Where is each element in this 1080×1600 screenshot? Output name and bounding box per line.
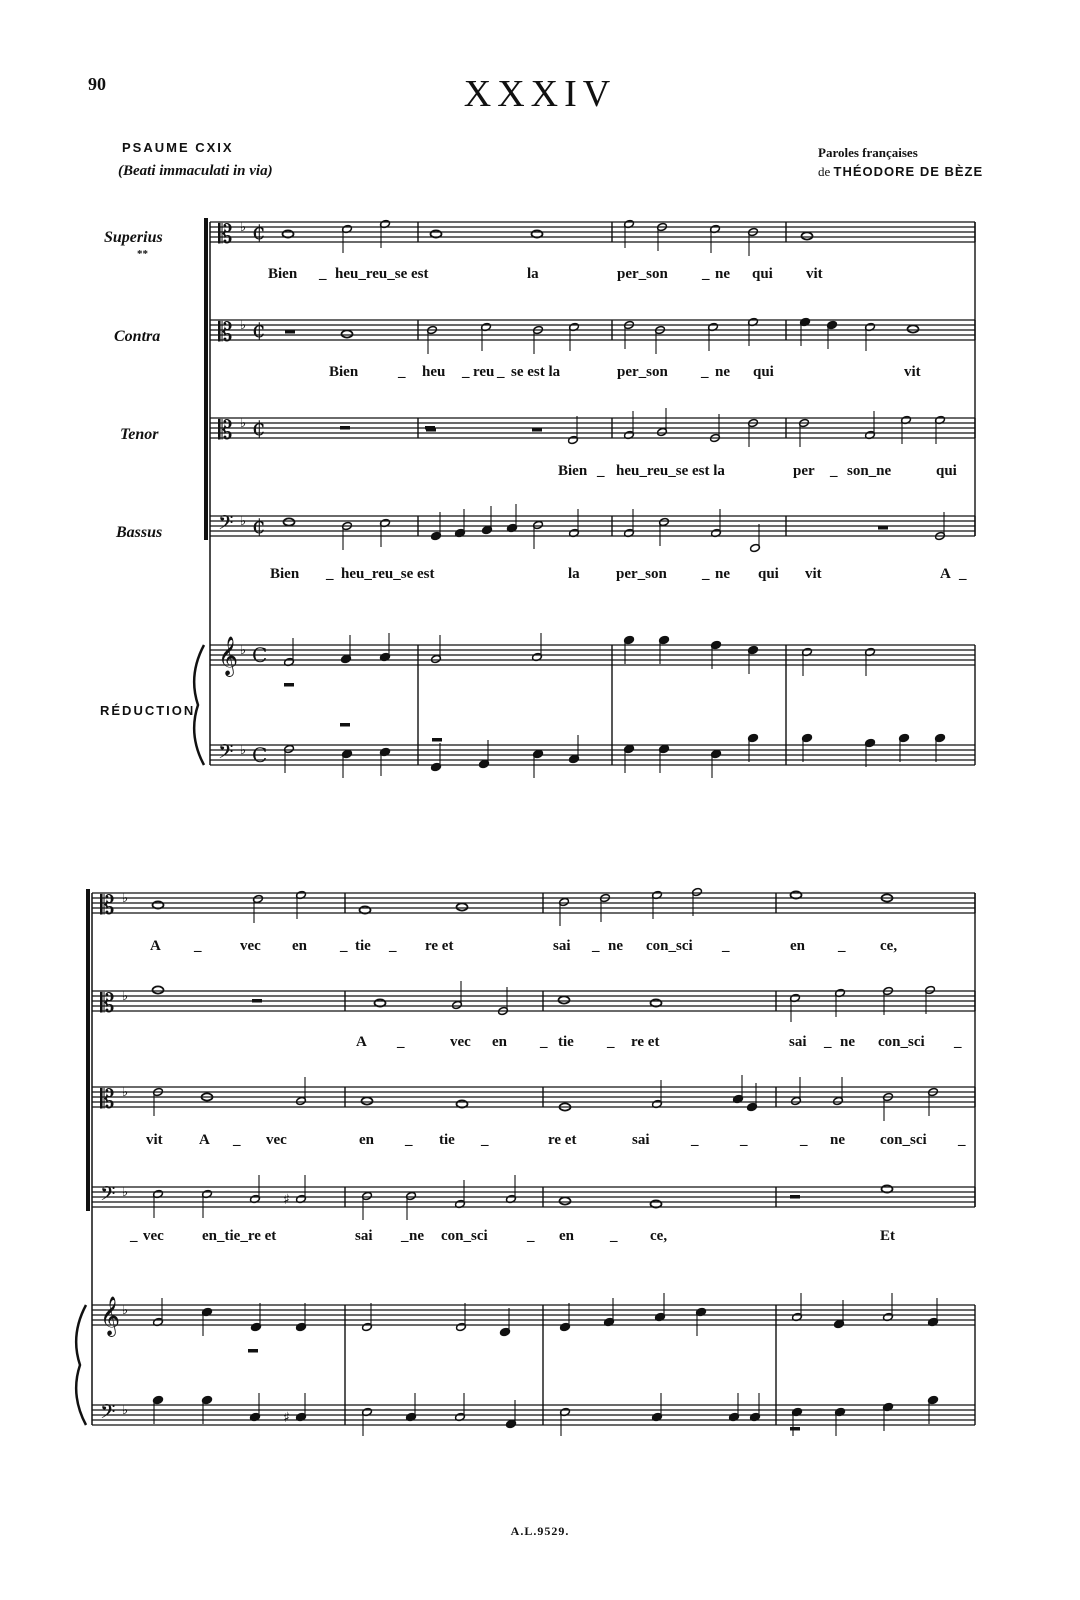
piece-number: XXXIV (463, 73, 617, 115)
lyric-syllable: ce, (650, 1228, 668, 1244)
f-clef-icon: 𝄢 (218, 511, 234, 539)
common-time-icon: C (252, 743, 268, 767)
brace-icon (194, 645, 204, 765)
lyric-syllable: A (940, 566, 951, 582)
flat-icon: ♭ (122, 1085, 129, 1100)
lyric-syllable: re et (631, 1034, 660, 1050)
lyric-syllable: se est la (511, 364, 561, 380)
flat-icon: ♭ (240, 416, 247, 431)
lyric-syllable: vit (146, 1132, 163, 1148)
rest (790, 1195, 800, 1199)
sharp-icon: ♯ (283, 1192, 290, 1208)
whole-note (457, 903, 468, 910)
whole-note (559, 996, 570, 1003)
lyric-syllable: ne (409, 1228, 424, 1244)
flat-icon: ♭ (240, 643, 247, 658)
rest (248, 1349, 258, 1353)
voice-label-bassus: Bassus (116, 524, 163, 541)
lyric-syllable: _ (838, 938, 846, 954)
lyric-syllable: ne (715, 566, 730, 582)
lyric-syllable: per_son (617, 364, 668, 380)
sharp-icon: ♯ (283, 1410, 290, 1426)
lyric-syllable: _ (405, 1132, 413, 1148)
cut-time-icon: ¢ (252, 416, 266, 441)
cut-time-icon: ¢ (252, 220, 266, 245)
lyric-syllable: la (568, 566, 580, 582)
c-clef-icon: 𝄡 (218, 318, 233, 348)
reduction-label: RÉDUCTION (100, 703, 196, 718)
lyric-syllable: vec (240, 938, 261, 954)
lyric-syllable: Bien (329, 364, 359, 380)
flat-icon: ♭ (122, 1185, 129, 1200)
lyric-syllable: _ (194, 938, 202, 954)
whole-note (802, 232, 813, 239)
lyric-syllable: qui (753, 364, 774, 380)
lyric-syllable: en (292, 938, 307, 954)
c-clef-icon: 𝄡 (218, 416, 233, 446)
lyric-syllable: ne (608, 938, 623, 954)
lyric-syllable: per (793, 463, 815, 479)
lyric-syllable: heu_reu_se est la (616, 463, 725, 479)
lyric-syllable: qui (936, 463, 957, 479)
rest (284, 683, 294, 687)
lyric-syllable: vit (805, 566, 822, 582)
lyric-syllable: con_sci (878, 1034, 925, 1050)
lyric-syllable: ne (830, 1132, 845, 1148)
lyric-syllable: vec (266, 1132, 287, 1148)
voice-label-superius: Superius (104, 229, 163, 246)
flat-icon: ♭ (240, 220, 247, 235)
lyric-syllable: _ (800, 1132, 808, 1148)
lyric-syllable: heu (422, 364, 446, 380)
lyric-syllable: tie (439, 1132, 455, 1148)
lyric-syllable: Bien (270, 566, 300, 582)
lyric-syllable: son_ne (847, 463, 892, 479)
lyric-syllable: A (199, 1132, 210, 1148)
lyric-syllable: en (359, 1132, 374, 1148)
lyric-syllable: Bien (558, 463, 588, 479)
lyric-syllable: _ (824, 1034, 832, 1050)
lyric-syllable: Bien (268, 266, 298, 282)
flat-icon: ♭ (122, 1303, 129, 1318)
g-clef-icon: 𝄞 (218, 636, 239, 676)
rest (340, 426, 350, 430)
flat-icon: ♭ (240, 318, 247, 333)
lyric-syllable: _ (740, 1132, 748, 1148)
rest (432, 738, 442, 742)
lyric-syllable: en (492, 1034, 507, 1050)
rest (285, 330, 295, 334)
lyric-syllable: _ (597, 463, 605, 479)
lyric-syllable: _ (722, 938, 730, 954)
rest (532, 428, 542, 432)
rest (340, 723, 350, 727)
lyric-syllable: reu (473, 364, 495, 380)
lyric-syllable: _ (830, 463, 838, 479)
catalog-number: A.L.9529. (510, 1524, 570, 1538)
lyric-syllable: _ (527, 1228, 535, 1244)
lyric-syllable: per_son (617, 266, 668, 282)
lyricist-line: Paroles françaises (818, 145, 918, 160)
lyric-syllable: _ (130, 1228, 138, 1244)
rest (790, 1427, 800, 1431)
lyric-syllable: _ (954, 1034, 962, 1050)
flat-icon: ♭ (240, 514, 247, 529)
common-time-icon: C (252, 643, 268, 667)
psalm-latin-incipit: (Beati immaculati in via) (118, 163, 273, 179)
whole-note (560, 1197, 571, 1204)
lyric-syllable: ne (715, 266, 730, 282)
lyric-syllable: _ (340, 938, 348, 954)
flat-icon: ♭ (240, 743, 247, 758)
lyric-syllable: _ (610, 1228, 618, 1244)
lyric-syllable: _ (958, 1132, 966, 1148)
voice-label-tenor: Tenor (120, 426, 159, 443)
lyric-syllable: sai (553, 938, 571, 954)
lyric-syllable: _ (701, 364, 709, 380)
f-clef-icon: 𝄢 (100, 1182, 116, 1210)
whole-note (153, 986, 164, 993)
lyric-syllable: Et (880, 1228, 895, 1244)
flat-icon: ♭ (122, 891, 129, 906)
page-number: 90 (88, 74, 106, 94)
lyric-syllable: vec (143, 1228, 164, 1244)
lyric-syllable: _ (497, 364, 505, 380)
cut-time-icon: ¢ (252, 514, 266, 539)
lyric-syllable: ce, (880, 938, 898, 954)
brace-icon (76, 1305, 86, 1425)
rest (878, 526, 888, 530)
lyric-syllable: _ (462, 364, 470, 380)
f-clef-icon: 𝄢 (218, 740, 234, 768)
lyric-syllable: re et (425, 938, 454, 954)
lyricist-prefix: de (818, 164, 831, 179)
lyric-syllable: con_sci (646, 938, 693, 954)
lyric-syllable: en (790, 938, 805, 954)
lyric-syllable: re et (548, 1132, 577, 1148)
lyric-syllable: heu_reu_se est (341, 566, 435, 582)
lyric-syllable: _ (607, 1034, 615, 1050)
lyric-syllable: heu_reu_se est (335, 266, 429, 282)
c-clef-icon: 𝄡 (100, 1085, 115, 1115)
lyric-syllable: _ (233, 1132, 241, 1148)
lyric-syllable: A (356, 1034, 367, 1050)
lyric-syllable: A (150, 938, 161, 954)
f-clef-icon: 𝄢 (100, 1400, 116, 1428)
lyric-syllable: qui (752, 266, 773, 282)
flat-icon: ♭ (122, 1403, 129, 1418)
lyric-syllable: vit (806, 266, 823, 282)
whole-note (908, 325, 919, 332)
rest (425, 426, 435, 430)
lyric-syllable: sai (789, 1034, 807, 1050)
lyric-syllable: _ (592, 938, 600, 954)
c-clef-icon: 𝄡 (100, 891, 115, 921)
lyric-syllable: vec (450, 1034, 471, 1050)
whole-note (284, 518, 295, 525)
lyric-syllable: ne (840, 1034, 855, 1050)
lyric-syllable: en (559, 1228, 574, 1244)
flat-icon: ♭ (122, 989, 129, 1004)
lyric-syllable: tie (355, 938, 371, 954)
lyric-syllable: ne (715, 364, 730, 380)
cut-time-icon: ¢ (252, 318, 266, 343)
lyric-syllable: con_sci (441, 1228, 488, 1244)
whole-note (362, 1097, 373, 1104)
lyric-syllable: la (527, 266, 539, 282)
rest (252, 999, 262, 1003)
g-clef-icon: 𝄞 (100, 1296, 121, 1336)
lyric-syllable: con_sci (880, 1132, 927, 1148)
psalm-title: PSAUME CXIX (122, 140, 234, 155)
lyric-syllable: _ (398, 364, 406, 380)
lyric-syllable: _ (319, 266, 327, 282)
whole-note (342, 330, 353, 337)
lyric-syllable: per_son (616, 566, 667, 582)
lyric-syllable: sai (632, 1132, 650, 1148)
voice-footnote-mark: ** (137, 248, 148, 260)
lyric-syllable: vit (904, 364, 921, 380)
lyric-syllable: _ (540, 1034, 548, 1050)
lyric-syllable: _ (397, 1034, 405, 1050)
lyricist-name: THÉODORE DE BÈZE (833, 164, 984, 179)
lyric-syllable: qui (758, 566, 779, 582)
lyric-syllable: _ (702, 266, 710, 282)
lyric-syllable: _ (389, 938, 397, 954)
lyric-syllable: en_tie_re et (202, 1228, 277, 1244)
lyric-syllable: sai (355, 1228, 373, 1244)
lyric-syllable: tie (558, 1034, 574, 1050)
lyric-syllable: _ (691, 1132, 699, 1148)
c-clef-icon: 𝄡 (100, 989, 115, 1019)
c-clef-icon: 𝄡 (218, 220, 233, 250)
lyric-syllable: _ (702, 566, 710, 582)
lyric-syllable: _ (481, 1132, 489, 1148)
lyric-syllable: _ (326, 566, 334, 582)
voice-label-contra: Contra (114, 328, 161, 345)
lyric-syllable: _ (959, 566, 967, 582)
lyric-syllable: _ (401, 1228, 409, 1244)
